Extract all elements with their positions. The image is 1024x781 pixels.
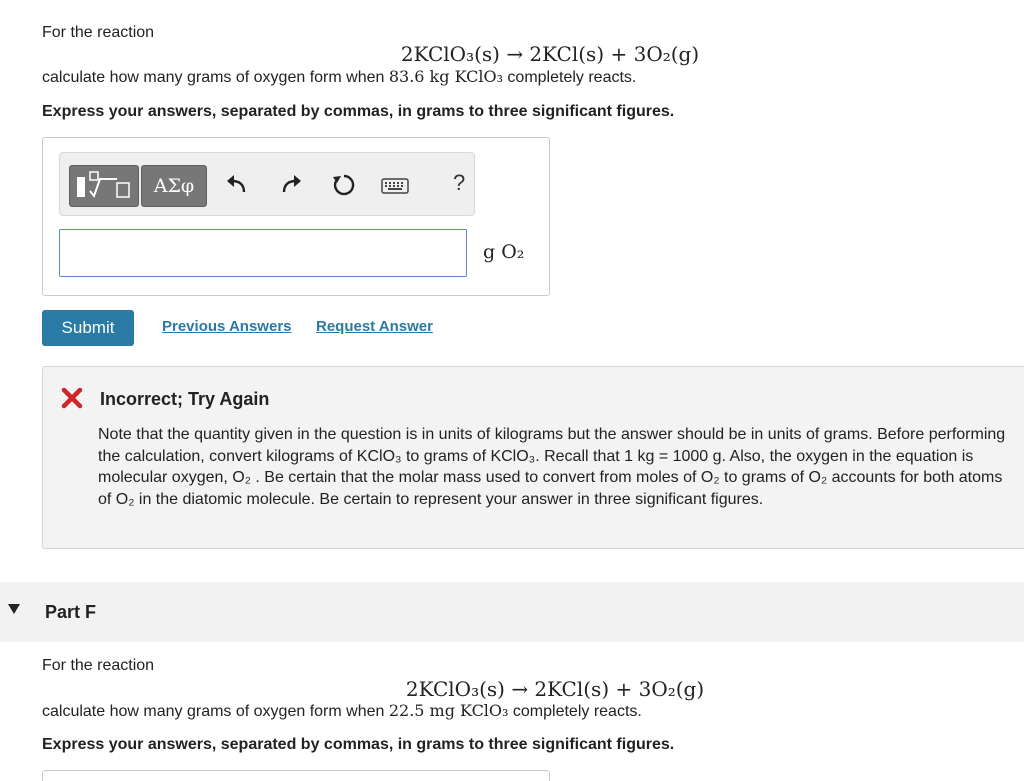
greek-symbols-button[interactable]: ΑΣφ [141, 165, 207, 207]
templates-button[interactable] [69, 165, 139, 207]
question-suffix: completely reacts. [502, 69, 637, 86]
part-f-header[interactable] [0, 582, 1024, 642]
reset-icon[interactable] [331, 172, 357, 198]
answer-instruction: Express your answers, separated by commas, in grams to three significant figures. [42, 103, 675, 120]
question-quantity-f: 22.5 mg KClO₃ [388, 701, 509, 720]
question-text [42, 67, 636, 87]
submit-button[interactable]: Submit [42, 310, 134, 346]
answer-panel [42, 137, 550, 296]
question-suffix-f: completely reacts. [508, 703, 642, 720]
answer-input[interactable] [59, 229, 467, 277]
feedback-panel [42, 366, 1024, 549]
incorrect-icon [61, 387, 83, 409]
math-toolbar [59, 152, 475, 216]
reaction-equation-f: 2KClO₃(s) → 2KCl(s) + 3O₂(g) [405, 677, 705, 701]
undo-icon[interactable] [224, 172, 250, 198]
feedback-message: Note that the quantity given in the question is in units of kilograms but the answer should be in units of grams. Before performing the calculation, convert kilograms of KClO₃ to grams of KClO₃. Recall that 1 kg = 1000 g. Also, the oxygen in the equation is molecular oxygen, O₂ . Be certain that the molar mass used to convert from moles of O₂ to grams of O₂ accounts for both atoms of O₂ in the diatomic molecule. Be certain to represent your answer in three significant figures. [98, 426, 1006, 508]
question-text-f [42, 701, 642, 721]
request-answer-link[interactable]: Request Answer [316, 318, 433, 335]
feedback-status: Incorrect; Try Again [100, 389, 270, 409]
reaction-equation: 2KClO₃(s) → 2KCl(s) + 3O₂(g) [400, 42, 700, 66]
question-prefix: calculate how many grams of oxygen form when [42, 69, 389, 86]
keyboard-icon[interactable] [381, 172, 409, 198]
redo-icon[interactable] [278, 172, 304, 198]
collapse-caret-icon[interactable] [8, 604, 20, 614]
question-intro: For the reaction [42, 24, 155, 41]
question-quantity: 83.6 kg KClO₃ [388, 67, 503, 86]
help-button[interactable]: ? [453, 170, 466, 195]
answer-instruction-f: Express your answers, separated by commas, in grams to three significant figures. [42, 736, 675, 753]
answer-unit: g O₂ [483, 241, 525, 263]
previous-answers-link[interactable]: Previous Answers [162, 318, 292, 335]
templates-icon [70, 166, 138, 206]
question-intro-f: For the reaction [42, 657, 155, 674]
part-f-label: Part F [45, 602, 97, 622]
question-prefix-f: calculate how many grams of oxygen form when [42, 703, 389, 720]
